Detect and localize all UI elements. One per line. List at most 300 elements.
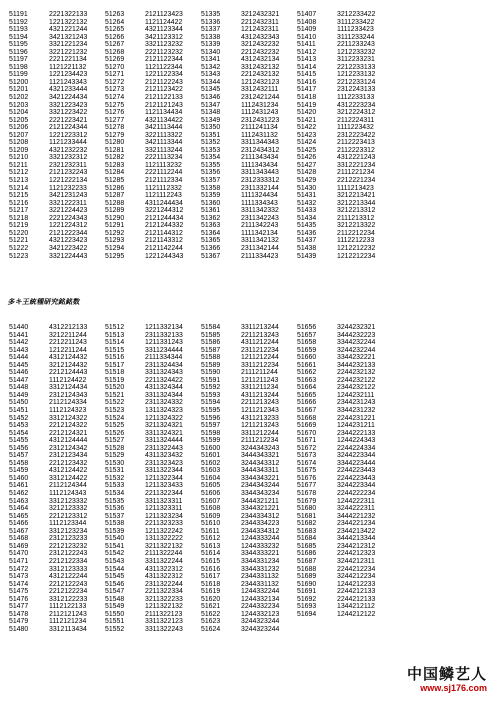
row-id: 51600	[201, 444, 221, 452]
row-id: 51440	[9, 324, 29, 331]
row-code: 3312123332	[49, 497, 88, 505]
row-code: 3321113244	[145, 146, 183, 154]
number-table-top	[9, 11, 489, 260]
row-code: 1221224312	[49, 222, 88, 230]
row-id: 51358	[201, 184, 221, 192]
row-code: 1311324323	[145, 407, 183, 415]
row-code: 2112224311	[337, 116, 375, 124]
row-id: 51442	[9, 339, 29, 347]
row-id: 51336	[201, 18, 221, 26]
row-code: 3344331234	[241, 557, 280, 565]
row-code: 3212211244	[49, 331, 87, 339]
row-code: 3311342332	[241, 207, 279, 215]
row-id: 51480	[9, 625, 29, 633]
row-id: 51434	[297, 214, 317, 222]
row-code: 3311324343	[145, 369, 183, 377]
row-code: 2212124443	[49, 369, 88, 377]
row-code: 4312124422	[49, 467, 88, 475]
row-id: 51534	[105, 490, 125, 498]
row-id: 51350	[201, 124, 221, 132]
row-id: 51432	[297, 199, 317, 207]
row-id: 51220	[9, 229, 29, 237]
row-code: 2212123432	[49, 459, 88, 467]
row-id: 51424	[297, 139, 317, 147]
row-id: 51289	[105, 207, 125, 215]
row-code: 3321224443	[49, 252, 88, 260]
row-code: 1111334343	[241, 199, 278, 207]
code-list	[241, 11, 297, 260]
section-heading	[8, 297, 80, 309]
row-id: 51408	[297, 18, 317, 26]
row-id: 51620	[201, 595, 221, 603]
row-code: 3312122233	[49, 595, 88, 603]
row-id: 51527	[105, 437, 125, 445]
row-code: 3444321211	[241, 497, 279, 505]
row-id: 51361	[201, 207, 221, 215]
row-code: 4311244434	[145, 199, 183, 207]
row-code: 2112124344	[49, 482, 87, 490]
row-code: 2221112244	[145, 169, 183, 177]
row-code: 1121134434	[145, 109, 183, 117]
row-id: 51533	[105, 482, 125, 490]
row-code: 2312243133	[337, 86, 376, 94]
id-list	[105, 324, 145, 633]
row-id: 51591	[201, 376, 221, 384]
row-code: 1211322132	[145, 603, 183, 611]
row-id: 51658	[297, 339, 317, 347]
row-id: 51273	[105, 86, 125, 94]
row-code: 4321221244	[49, 26, 88, 34]
row-id: 51473	[9, 573, 29, 581]
row-code: 2121244434	[145, 214, 184, 222]
row-code: 3311322243	[145, 625, 183, 633]
row-code: 2121142244	[145, 244, 183, 252]
row-code: 3212213312	[337, 207, 376, 215]
row-id: 51342	[201, 63, 221, 71]
row-code: 1121221132	[49, 63, 87, 71]
row-id: 51676	[297, 474, 317, 482]
row-code: 1244231211	[337, 422, 375, 430]
row-id: 51520	[105, 384, 125, 392]
row-id: 51294	[105, 244, 125, 252]
row-id: 51612	[201, 535, 221, 543]
row-code: 1244212233	[337, 580, 376, 588]
row-id: 51657	[297, 331, 317, 339]
row-code: 1121122344	[145, 63, 183, 71]
row-id: 51431	[297, 192, 317, 200]
row-code: 2111221234	[337, 169, 375, 177]
row-code: 1211331243	[145, 339, 183, 347]
row-id: 51285	[105, 177, 125, 185]
row-code: 3311212244	[241, 429, 279, 437]
id-list	[297, 11, 337, 260]
row-id: 51411	[297, 41, 316, 49]
row-code: 1121124422	[145, 18, 183, 26]
row-id: 51426	[297, 154, 317, 162]
row-code: 2212221234	[337, 177, 376, 185]
row-code: 1221234423	[49, 71, 88, 79]
row-code: 3344232244	[337, 339, 376, 347]
row-code: 2221224343	[49, 214, 88, 222]
row-code: 3312432111	[241, 86, 279, 94]
row-code: 3211322233	[145, 595, 183, 603]
row-id: 51517	[105, 361, 125, 369]
row-id: 51337	[201, 26, 221, 34]
row-code: 2312223422	[337, 131, 376, 139]
row-code: 2312122243	[49, 550, 88, 558]
row-code: 2311332144	[241, 184, 279, 192]
row-code: 3344232221	[337, 354, 376, 362]
row-id: 51216	[9, 199, 29, 207]
row-code: 2344343244	[241, 482, 280, 490]
row-code: 4311212244	[241, 339, 279, 347]
row-code: 2344212312	[337, 542, 376, 550]
row-code: 3244223344	[337, 482, 376, 490]
row-id: 51420	[297, 109, 317, 117]
row-code: 2344232122	[337, 384, 376, 392]
row-id: 51690	[297, 580, 317, 588]
row-code: 1211212244	[241, 354, 279, 362]
row-code: 3421113444	[145, 124, 183, 132]
row-code: 2344222133	[337, 429, 376, 437]
row-code: 2311324434	[145, 361, 183, 369]
row-id: 51351	[201, 131, 221, 139]
row-id: 51693	[297, 603, 317, 611]
row-id: 51687	[297, 557, 317, 565]
row-code: 1221322132	[49, 18, 88, 26]
row-code: 1221222134	[49, 177, 88, 185]
row-id: 51208	[9, 139, 29, 147]
row-code: 2121122243	[145, 78, 183, 86]
row-id: 51354	[201, 154, 221, 162]
row-id: 51537	[105, 512, 125, 520]
row-code: 3111233422	[337, 18, 375, 26]
row-id: 51674	[297, 459, 317, 467]
row-id: 51685	[297, 542, 317, 550]
row-code: 3244212311	[337, 557, 375, 565]
id-list	[9, 324, 49, 633]
row-id: 51683	[297, 527, 317, 535]
row-code: 3312123333	[49, 565, 88, 573]
row-code: 3244232321	[337, 324, 376, 331]
row-id: 51478	[9, 610, 29, 618]
row-code: 3244343312	[241, 459, 280, 467]
row-id: 51525	[105, 422, 125, 430]
row-id: 51621	[201, 603, 221, 611]
row-id: 51597	[201, 422, 221, 430]
row-code: 3212224312	[337, 109, 376, 117]
row-id: 51521	[105, 391, 125, 399]
row-code: 1211323311	[145, 505, 183, 513]
id-list	[201, 11, 241, 260]
row-code: 3221224423	[49, 207, 88, 215]
row-code: 2121123422	[145, 86, 183, 94]
row-id: 51201	[9, 86, 29, 94]
row-code: 2121122133	[145, 94, 183, 102]
row-code: 1111233423	[337, 26, 374, 34]
row-code: 2312333312	[241, 177, 280, 185]
id-list	[201, 324, 241, 633]
row-id: 51514	[105, 339, 125, 347]
row-code: 4312124432	[49, 354, 88, 362]
row-id: 51599	[201, 437, 221, 445]
row-code: 2111241134	[241, 124, 278, 132]
row-code: 3444221232	[337, 512, 376, 520]
row-code: 1111343434	[241, 161, 278, 169]
row-id: 51363	[201, 222, 221, 230]
row-id: 51670	[297, 429, 317, 437]
row-code: 1221244343	[145, 252, 184, 260]
table-column	[105, 324, 201, 633]
row-id: 51192	[9, 18, 28, 26]
row-id: 51515	[105, 346, 125, 354]
row-id: 51418	[297, 94, 317, 102]
row-id: 51443	[9, 346, 29, 354]
row-code: 3221244312	[145, 207, 184, 215]
row-code: 4311322312	[145, 573, 183, 581]
row-id: 51585	[201, 331, 221, 339]
row-code: 2344334312	[241, 527, 280, 535]
row-code: 2212432132	[241, 71, 280, 79]
row-code: 2344334223	[241, 520, 280, 528]
row-code: 3244232244	[337, 346, 376, 354]
row-code: 4312212133	[49, 324, 88, 331]
row-id: 51421	[297, 116, 317, 124]
row-code: 1111342134	[241, 229, 278, 237]
row-id: 51263	[105, 11, 125, 18]
row-id: 51362	[201, 214, 221, 222]
row-id: 51451	[9, 407, 29, 415]
row-code: 2311342243	[241, 214, 279, 222]
row-id: 51357	[201, 177, 221, 185]
row-code: 3344321221	[241, 505, 280, 513]
row-id: 51353	[201, 146, 221, 154]
row-id: 51419	[297, 101, 317, 109]
row-id: 51448	[9, 384, 29, 392]
row-id: 51477	[9, 603, 29, 611]
row-code: 3321232312	[49, 154, 88, 162]
row-code: 2211324422	[145, 376, 183, 384]
row-code: 1112124422	[49, 376, 87, 384]
row-code: 2311324332	[145, 399, 183, 407]
row-code: 4312223234	[337, 101, 376, 109]
row-id: 51544	[105, 565, 125, 573]
row-code: 3312123234	[49, 527, 88, 535]
row-id: 51688	[297, 565, 317, 573]
row-id: 51429	[297, 177, 317, 185]
row-code: 2221123232	[145, 48, 183, 56]
row-code: 2344231243	[337, 399, 376, 407]
code-list	[241, 324, 297, 633]
row-code: 1112123344	[49, 520, 87, 528]
code-list	[49, 11, 105, 260]
row-code: 2244223443	[337, 474, 376, 482]
row-code: 3421223422	[49, 244, 88, 252]
row-code: 1244212122	[337, 610, 376, 618]
row-id: 51284	[105, 169, 125, 177]
row-id: 51603	[201, 467, 221, 475]
row-code: 3312113434	[49, 625, 87, 633]
row-id: 51538	[105, 520, 125, 528]
row-code: 1244332134	[241, 595, 280, 603]
row-code: 3311212234	[241, 361, 279, 369]
row-code: 2212122334	[49, 557, 88, 565]
row-id: 51266	[105, 33, 125, 41]
row-id: 51343	[201, 71, 221, 79]
row-id: 51605	[201, 482, 221, 490]
row-code: 3444213344	[337, 535, 376, 543]
row-id: 51667	[297, 407, 317, 415]
row-id: 51218	[9, 214, 29, 222]
row-code: 1112124343	[49, 490, 87, 498]
row-id: 51656	[297, 324, 317, 331]
row-id: 51214	[9, 184, 29, 192]
row-code: 1211211243	[241, 376, 279, 384]
row-code: 1244333244	[241, 535, 280, 543]
row-id: 51595	[201, 407, 221, 415]
row-id: 51522	[105, 399, 125, 407]
row-id: 51614	[201, 550, 221, 558]
row-code: 1244332244	[241, 588, 280, 596]
row-code: 2121112334	[145, 177, 183, 185]
row-code: 4312221243	[337, 154, 376, 162]
row-code: 3321223423	[49, 101, 88, 109]
row-code: 1111324434	[241, 192, 278, 200]
row-id: 51286	[105, 184, 125, 192]
row-id: 51455	[9, 437, 29, 445]
row-id: 51356	[201, 169, 221, 177]
row-code: 3344343234	[241, 490, 280, 498]
row-id: 51519	[105, 376, 125, 384]
watermark-url: www.sj176.com	[420, 683, 487, 693]
row-code: 2221221134	[49, 56, 87, 64]
row-code: 3321123232	[145, 41, 183, 49]
row-code: 2312431223	[241, 116, 280, 124]
row-id: 51469	[9, 542, 29, 550]
row-code: 2212233124	[337, 78, 376, 86]
row-code: 3344343221	[241, 474, 280, 482]
row-code: 1121112332	[145, 184, 182, 192]
row-code: 3212233422	[337, 11, 376, 18]
row-id: 51274	[105, 94, 125, 102]
row-id: 51344	[201, 78, 221, 86]
row-code: 2112223312	[337, 146, 375, 154]
row-id: 51204	[9, 109, 29, 117]
row-id: 51445	[9, 361, 29, 369]
row-code: 3211322132	[145, 542, 183, 550]
row-code: 2312421244	[241, 94, 280, 102]
row-id: 51542	[105, 550, 125, 558]
row-code: 3312221234	[337, 161, 376, 169]
row-code: 2121222344	[49, 229, 88, 237]
row-code: 2312123233	[49, 535, 88, 543]
row-id: 51340	[201, 48, 221, 56]
row-code: 3321222311	[49, 199, 87, 207]
row-code: 1211322242	[145, 527, 183, 535]
row-id: 51551	[105, 618, 125, 626]
row-code: 1211324322	[145, 414, 183, 422]
row-code: 3212124432	[49, 361, 88, 369]
row-id: 51198	[9, 63, 28, 71]
row-id: 51664	[297, 384, 317, 392]
row-code: 3344223444	[337, 459, 376, 467]
row-id: 51441	[9, 331, 29, 339]
code-list	[337, 11, 393, 260]
row-id: 51545	[105, 573, 125, 581]
row-id: 51669	[297, 422, 317, 430]
row-id: 51689	[297, 573, 317, 581]
row-id: 51414	[297, 63, 317, 71]
row-code: 2111211244	[241, 369, 278, 377]
row-id: 51616	[201, 565, 221, 573]
row-id: 51422	[297, 124, 317, 132]
row-id: 51278	[105, 124, 125, 132]
row-id: 51672	[297, 444, 317, 452]
row-code: 2211322344	[145, 490, 183, 498]
row-id: 51543	[105, 557, 125, 565]
row-id: 51210	[9, 154, 29, 162]
row-id: 51447	[9, 376, 29, 384]
row-id: 51671	[297, 437, 317, 445]
row-id: 51596	[201, 414, 221, 422]
row-id: 51352	[201, 139, 221, 147]
row-code: 2121232243	[49, 169, 88, 177]
row-id: 51682	[297, 520, 317, 528]
row-id: 51550	[105, 610, 125, 618]
row-code: 4312122244	[49, 573, 88, 581]
row-id: 51624	[201, 625, 221, 633]
row-id: 51536	[105, 505, 125, 513]
row-code: 4321232232	[49, 146, 88, 154]
row-id: 51428	[297, 169, 317, 177]
row-code: 2212211243	[49, 339, 87, 347]
row-id: 51453	[9, 422, 29, 430]
row-id: 51335	[201, 11, 221, 18]
row-id: 51407	[297, 11, 317, 18]
row-id: 51673	[297, 452, 317, 460]
row-code: 2112212234	[337, 229, 375, 237]
row-code: 3311342132	[241, 237, 279, 245]
row-code: 1112121234	[49, 618, 87, 626]
row-id: 51609	[201, 512, 221, 520]
row-id: 51355	[201, 161, 221, 169]
row-code: 2112121243	[49, 610, 87, 618]
row-id: 51416	[297, 78, 317, 86]
row-code: 1212233132	[337, 71, 376, 79]
row-id: 51531	[105, 467, 125, 475]
row-id: 51590	[201, 369, 221, 377]
row-id: 51293	[105, 237, 125, 245]
row-id: 51410	[297, 33, 317, 41]
row-id: 51663	[297, 376, 317, 384]
table-column	[9, 324, 105, 633]
row-id: 51610	[201, 520, 221, 528]
row-id: 51366	[201, 244, 221, 252]
row-code: 3311234444	[145, 346, 183, 354]
row-id: 51546	[105, 580, 125, 588]
row-id: 51288	[105, 199, 125, 207]
row-code: 3344333221	[241, 550, 280, 558]
row-id: 51593	[201, 391, 221, 399]
row-id: 51211	[9, 161, 28, 169]
row-id: 51435	[297, 222, 317, 230]
table-column	[105, 11, 201, 260]
code-list	[49, 324, 105, 633]
row-id: 51338	[201, 33, 221, 41]
row-code: 2344331132	[241, 580, 279, 588]
row-code: 3311322344	[145, 467, 183, 475]
row-code: 3212213344	[337, 199, 376, 207]
